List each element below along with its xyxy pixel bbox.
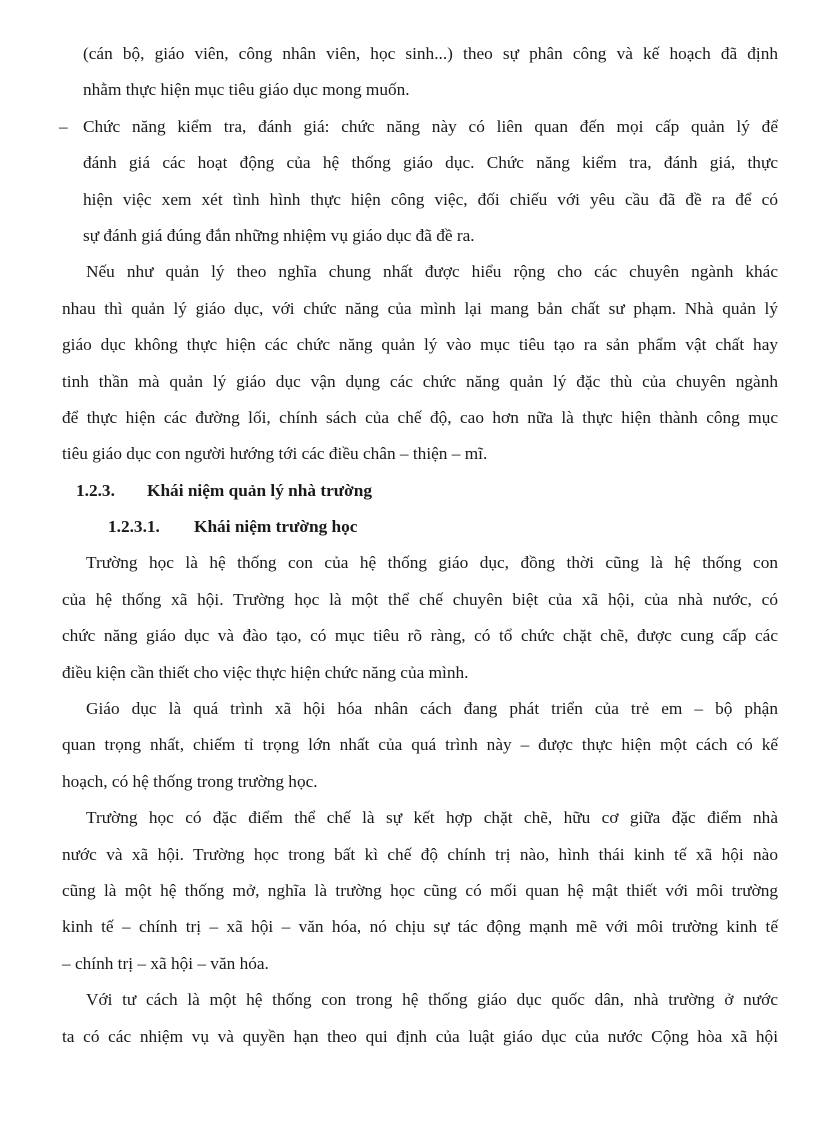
paragraph-line: cũng là một hệ thống mở, nghĩa là trường học cũng có mối quan hệ mật thiết với môi trường (62, 880, 778, 900)
paragraph-line: nhau thì quản lý giáo dục, với chức năng của mình lại mang bản chất sư phạm. Nhà quản lý (62, 298, 778, 318)
paragraph-line: đánh giá các hoạt động của hệ thống giáo dục. Chức năng kiểm tra, đánh giá, thực (83, 153, 778, 173)
paragraph-line: nước và xã hội. Trường học trong bất kì chế độ chính trị nào, hình thái kinh tế xã hội nào (62, 844, 778, 864)
paragraph-line: tiêu giáo dục con người hướng tới các điều chân – thiện – mĩ. (62, 444, 488, 464)
subsection-title: Khái niệm trường học (194, 517, 358, 537)
paragraph-line: của hệ thống xã hội. Trường học là một thể chế chuyên biệt của xã hội, của nhà nước, có (62, 589, 778, 609)
subsection-heading (62, 509, 778, 545)
dash-bullet: – (59, 116, 68, 136)
paragraph-line: chức năng giáo dục và đào tạo, có mục tiêu rõ ràng, có tổ chức chặt chẽ, được cung cấp các (62, 626, 778, 646)
section-title: Khái niệm quản lý nhà trường (147, 480, 372, 500)
paragraph-line: hoạch, có hệ thống trong trường học. (62, 771, 318, 791)
paragraph-line: Trường học là hệ thống con của hệ thống giáo dục, đồng thời cũng là hệ thống con (86, 553, 778, 573)
paragraph-line: ta có các nhiệm vụ và quyền hạn theo qui định của luật giáo dục của nước Cộng hòa xã hội (62, 1026, 778, 1046)
paragraph-line: – chính trị – xã hội – văn hóa. (62, 953, 269, 973)
paragraph-line: giáo dục không thực hiện các chức năng quản lý vào mục tiêu tạo ra sản phẩm vật chất hay (62, 335, 778, 355)
paragraph-line: để thực hiện các đường lối, chính sách của chế độ, cao hơn nữa là thực hiện thành công mục (62, 407, 778, 427)
paragraph-line: quan trọng nhất, chiếm tỉ trọng lớn nhất của quá trình này – được thực hiện một cách có kế (62, 735, 778, 755)
paragraph-line: điều kiện cần thiết cho việc thực hiện chức năng của mình. (62, 662, 469, 682)
paragraph-line: Với tư cách là một hệ thống con trong hệ thống giáo dục quốc dân, nhà trường ở nước (86, 990, 778, 1010)
section-heading (62, 473, 778, 509)
bullet-item (59, 109, 778, 145)
document-page (59, 36, 778, 1055)
subsection-number: 1.2.3.1. (108, 517, 160, 537)
paragraph-line: (cán bộ, giáo viên, công nhân viên, học sinh...) theo sự phân công và kế hoạch đã định (83, 44, 778, 63)
paragraph-line: kinh tế – chính trị – xã hội – văn hóa, nó chịu sự tác động mạnh mẽ với môi trường kinh tế (62, 917, 778, 937)
bullet-text: Chức năng kiểm tra, đánh giá: chức năng này có liên quan đến mọi cấp quản lý để (83, 116, 778, 136)
paragraph-line: Nếu như quản lý theo nghĩa chung nhất được hiểu rộng cho các chuyên ngành khác (86, 262, 778, 282)
paragraph-line: nhằm thực hiện mục tiêu giáo dục mong muốn. (83, 80, 410, 100)
paragraph-line: sự đánh giá đúng đắn những nhiệm vụ giáo dục đã đề ra. (83, 225, 475, 245)
paragraph-line: Trường học có đặc điểm thể chế là sự kết hợp chặt chẽ, hữu cơ giữa đặc điểm nhà (86, 808, 778, 828)
section-number: 1.2.3. (76, 480, 115, 500)
paragraph-line: hiện việc xem xét tình hình thực hiện công việc, đối chiếu với yêu cầu đã đề ra để có (83, 189, 778, 209)
paragraph-line: Giáo dục là quá trình xã hội hóa nhân cách đang phát triển của trẻ em – bộ phận (86, 699, 778, 719)
paragraph-line: tinh thần mà quản lý giáo dục vận dụng các chức năng quản lý đặc thù của chuyên ngành (62, 371, 778, 391)
